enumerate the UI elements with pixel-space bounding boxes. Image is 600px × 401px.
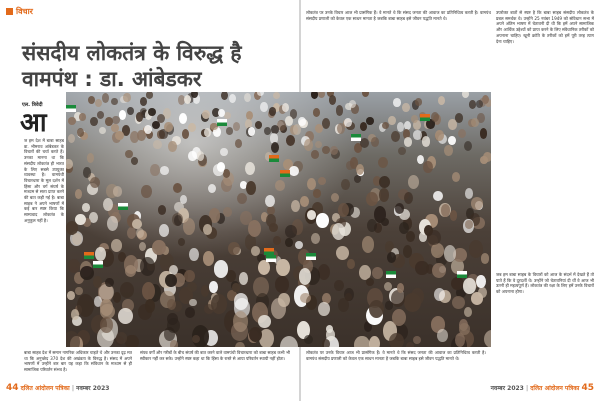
crowd-texture-dot	[269, 107, 276, 115]
crowd-texture-dot	[311, 233, 319, 244]
crowd-texture-dot	[411, 115, 418, 123]
crowd-texture-dot	[391, 131, 400, 142]
crowd-texture-dot	[125, 335, 138, 347]
crowd-texture-dot	[334, 280, 344, 292]
crowd-texture-dot	[404, 137, 412, 147]
crowd-texture-dot	[469, 240, 483, 258]
crowd-texture-dot	[371, 137, 379, 147]
crowd-texture-dot	[336, 105, 344, 116]
crowd-texture-dot	[408, 175, 419, 189]
crowd-texture-dot	[97, 111, 104, 119]
crowd-texture-dot	[226, 127, 233, 134]
flag-texture	[386, 271, 396, 278]
crowd-texture-dot	[285, 238, 292, 248]
crowd-texture-dot	[179, 113, 187, 124]
crowd-texture-dot	[293, 124, 301, 135]
crowd-texture-dot	[201, 285, 210, 297]
crowd-texture-dot	[160, 166, 169, 175]
crowd-texture-dot	[80, 266, 94, 280]
crowd-texture-dot	[111, 98, 118, 106]
crowd-texture-dot	[233, 311, 248, 332]
crowd-texture-dot	[79, 113, 87, 121]
crowd-texture-dot	[145, 299, 155, 313]
crowd-texture-dot	[349, 100, 356, 108]
crowd-texture-dot	[395, 203, 404, 213]
crowd-texture-dot	[413, 336, 421, 344]
crowd-texture-dot	[289, 166, 299, 176]
crowd-texture-dot	[344, 118, 352, 127]
crowd-texture-dot	[389, 333, 404, 347]
crowd-texture-dot	[208, 184, 216, 193]
crowd-texture-dot	[248, 220, 261, 237]
crowd-texture-dot	[180, 195, 188, 204]
crowd-texture-dot	[112, 116, 119, 124]
crowd-texture-dot	[452, 296, 465, 309]
crowd-texture-dot	[75, 189, 83, 199]
flag-texture	[266, 255, 276, 262]
crowd-texture-dot	[90, 117, 97, 126]
crowd-texture-dot	[362, 236, 374, 253]
crowd-texture-dot	[366, 117, 373, 125]
crowd-texture-dot	[300, 293, 310, 303]
crowd-texture-dot	[280, 336, 298, 347]
crowd-texture-dot	[141, 185, 151, 198]
crowd-texture-dot	[184, 95, 191, 104]
crowd-texture-dot	[458, 129, 466, 138]
crowd-texture-dot	[341, 179, 350, 191]
crowd-texture-dot	[257, 92, 264, 96]
crowd-texture-dot	[67, 291, 74, 300]
crowd-texture-dot	[322, 339, 330, 347]
footer-right	[491, 382, 594, 394]
crowd-texture-dot	[113, 186, 123, 197]
crowd-texture-dot	[322, 146, 331, 155]
crowd-texture-dot	[388, 116, 395, 125]
crowd-texture-dot	[82, 203, 89, 212]
magazine-name-left: दलित आंदोलन पत्रिका	[20, 385, 70, 392]
crowd-texture-dot	[315, 124, 323, 133]
crowd-texture-dot	[118, 308, 133, 325]
crowd-texture-dot	[462, 92, 469, 98]
crowd-texture-dot	[481, 253, 490, 263]
crowd-texture-dot	[478, 287, 487, 298]
crowd-texture-dot	[330, 146, 338, 154]
crowd-texture-dot	[237, 193, 248, 205]
flag-texture	[351, 134, 361, 141]
crowd-texture-dot	[203, 251, 215, 266]
crowd-texture-dot	[228, 242, 240, 255]
article-title	[22, 40, 292, 92]
crowd-texture-dot	[245, 162, 255, 175]
crowd-texture-dot	[393, 98, 400, 107]
crowd-texture-dot	[146, 92, 153, 99]
crowd-texture-dot	[164, 122, 172, 132]
crowd-texture-dot	[360, 122, 367, 131]
crowd-texture-dot	[234, 293, 249, 309]
flag-texture	[84, 252, 94, 259]
article-title-line-2: वामपंथ : डा. आंबेडकर	[22, 67, 202, 91]
crowd-texture-dot	[273, 92, 280, 99]
crowd-texture-dot	[119, 110, 126, 119]
crowd-texture-dot	[304, 335, 313, 344]
crowd-texture-dot	[331, 193, 339, 202]
crowd-texture-dot	[258, 315, 271, 328]
crowd-texture-dot	[411, 288, 424, 306]
crowd-texture-dot	[71, 309, 79, 319]
crowd-texture-dot	[174, 215, 182, 226]
crowd-texture-dot	[318, 92, 325, 98]
crowd-texture-dot	[382, 122, 389, 130]
crowd-texture-dot	[313, 189, 321, 197]
crowd-texture-dot	[304, 139, 313, 151]
crowd-texture-dot	[120, 282, 134, 298]
crowd-texture-dot	[260, 102, 267, 112]
flag-texture	[66, 105, 76, 112]
crowd-texture-dot	[111, 239, 122, 251]
crowd-texture-dot	[476, 275, 485, 288]
crowd-texture-dot	[153, 140, 162, 149]
crowd-texture-dot	[484, 330, 491, 347]
crowd-texture-dot	[158, 205, 166, 215]
crowd-texture-dot	[378, 157, 388, 168]
crowd-texture-dot	[136, 228, 144, 238]
crowd-texture-dot	[299, 268, 311, 284]
crowd-texture-dot	[167, 299, 176, 310]
crowd-texture-dot	[366, 278, 375, 287]
crowd-texture-dot	[188, 123, 196, 132]
flag-texture	[420, 114, 430, 121]
crowd-texture-dot	[452, 172, 460, 182]
crowd-texture-dot	[233, 122, 240, 131]
crowd-texture-dot	[173, 183, 182, 193]
crowd-texture-dot	[125, 265, 136, 277]
crowd-texture-dot	[116, 332, 127, 343]
crowd-texture-dot	[433, 191, 443, 201]
crowd-texture-dot	[275, 180, 286, 191]
crowd-texture-dot	[182, 129, 190, 140]
column-right-a: उपरोक्त बातों से स्पष्ट है कि बाबा साहब संसदीय लोकतंत्र के प्रबल समर्थक थे। उन्होंने 25 नवंबर 1949 को संविधान सभा में अपने अंतिम भाषण में चेतावनी दी थी कि हमें अपने सामाजिक और आर्थिक उद्देश्यों को प्राप्त करने के लिए संवैधानिक तरीकों को अपनाना चाहिए। खूनी क्रांति के तरीकों को हमें पूरी तरह त्याग देना चाहिए।	[496, 10, 594, 44]
crowd-texture-dot	[381, 218, 389, 226]
crowd-texture-dot	[90, 177, 100, 188]
column-right-bottom: लोकतंत्र पर उनके विचार आज भी प्रासंगिक हैं। वे मानते थे कि संसद जनता की आवाज का प्रतिनिधित्व करती है। वामपंथ संसदीय प्रणाली को केवल एक साधन मानता है जबकि बाबा साहब इसे जीवन पद्धति मानते थे।	[306, 350, 486, 361]
crowd-texture-dot	[336, 246, 349, 260]
crowd-texture-dot	[276, 259, 290, 277]
crowd-texture-dot	[255, 121, 262, 129]
article-title-line-1: संसदीय लोकतंत्र के विरुद्ध है	[22, 41, 242, 65]
crowd-texture-dot	[140, 97, 147, 106]
crowd-texture-dot	[285, 225, 296, 238]
crowd-texture-dot	[220, 148, 228, 156]
page-number-right: 45	[581, 383, 594, 393]
crowd-texture-dot	[204, 128, 212, 137]
crowd-texture-dot	[347, 259, 355, 270]
crowd-texture-dot	[187, 282, 197, 293]
crowd-texture-dot	[311, 92, 318, 99]
crowd-texture-dot	[471, 118, 479, 127]
flag-texture	[269, 155, 279, 162]
flag-texture	[93, 261, 103, 268]
crowd-texture-dot	[165, 274, 176, 287]
crowd-texture-dot	[123, 93, 130, 102]
crowd-texture-dot	[209, 281, 218, 292]
crowd-texture-dot	[139, 242, 146, 251]
crowd-texture-dot	[95, 247, 106, 261]
crowd-texture-dot	[152, 240, 165, 255]
crowd-texture-dot	[346, 161, 353, 170]
crowd-texture-dot	[273, 236, 281, 245]
crowd-texture-dot	[68, 134, 75, 143]
crowd-texture-dot	[66, 159, 73, 169]
article-byline: एल. त्रिवेदी	[22, 102, 43, 108]
crowd-texture-dot	[137, 130, 145, 141]
crowd-texture-dot	[366, 192, 378, 206]
section-square-icon	[6, 8, 13, 15]
column-right-b: जब हम बाबा साहब के विचारों को आज के संदर्भ में देखते हैं तो पाते हैं कि वे दूरदर्शी थे। उन्होंने जो चेतावनियां दी थीं वे आज भी उतनी ही महत्वपूर्ण हैं। लोकतंत्र की रक्षा के लिए हमें उनके विचारों को अपनाना होगा।	[496, 272, 594, 295]
drop-cap: आ	[20, 108, 47, 138]
crowd-texture-dot	[189, 299, 197, 307]
crowd-texture-dot	[318, 302, 330, 316]
crowd-texture-dot	[127, 107, 134, 116]
crowd-texture-dot	[170, 340, 177, 347]
rally-crowd-photo	[66, 92, 491, 347]
crowd-texture-dot	[275, 276, 289, 293]
crowd-texture-dot	[450, 210, 457, 220]
crowd-texture-dot	[211, 294, 227, 314]
crowd-texture-dot	[185, 307, 195, 318]
crowd-texture-dot	[142, 282, 155, 300]
crowd-texture-dot	[432, 263, 446, 278]
crowd-texture-dot	[307, 210, 316, 220]
crowd-texture-dot	[278, 293, 290, 307]
crowd-texture-dot	[448, 136, 456, 145]
crowd-texture-dot	[131, 157, 138, 164]
crowd-texture-dot	[264, 127, 271, 135]
crowd-texture-dot	[107, 216, 118, 231]
crowd-texture-dot	[77, 128, 84, 137]
issue-date-left: नवम्बर 2023	[76, 385, 110, 392]
crowd-texture-dot	[379, 188, 389, 201]
crowd-texture-dot	[102, 93, 109, 103]
crowd-texture-dot	[354, 175, 361, 183]
crowd-texture-dot	[188, 151, 196, 161]
crowd-texture-dot	[115, 131, 124, 140]
crowd-texture-dot	[415, 98, 422, 105]
crowd-texture-dot	[150, 164, 160, 176]
crowd-texture-dot	[164, 327, 175, 341]
crowd-texture-dot	[87, 153, 94, 163]
crowd-texture-dot	[406, 231, 415, 243]
crowd-texture-dot	[99, 127, 106, 134]
crowd-texture-dot	[191, 92, 198, 98]
crowd-texture-dot	[444, 245, 457, 262]
crowd-texture-dot	[88, 96, 95, 104]
flag-texture	[280, 170, 290, 177]
column-middle-bottom: संपन्न वर्गों और गरीबों के बीच संघर्ष की बात करने वाले वामपंथी विचारधारा को बाबा साहब कभी भी स्वीकार नहीं कर सके। उन्होंने स्पष्ट कहा था कि हिंसा के रास्ते से आया परिवर्तन स्थायी नहीं होता।	[140, 350, 290, 361]
crowd-texture-dot	[399, 222, 409, 234]
crowd-texture-dot	[406, 342, 413, 347]
flag-texture	[457, 271, 467, 278]
crowd-texture-dot	[183, 218, 195, 235]
crowd-texture-dot	[423, 161, 433, 174]
crowd-texture-dot	[140, 257, 155, 276]
crowd-texture-dot	[266, 214, 276, 227]
crowd-texture-dot	[480, 156, 488, 164]
crowd-texture-dot	[258, 260, 270, 276]
crowd-texture-dot	[203, 224, 212, 235]
crowd-texture-dot	[184, 270, 195, 282]
crowd-texture-dot	[100, 317, 113, 333]
crowd-texture-dot	[464, 307, 472, 318]
crowd-texture-dot	[448, 119, 456, 130]
footer-separator-right: |	[525, 384, 529, 392]
crowd-texture-dot	[441, 204, 451, 217]
crowd-texture-dot	[300, 196, 309, 207]
crowd-texture-dot	[465, 220, 472, 228]
crowd-texture-dot	[282, 103, 289, 112]
crowd-texture-dot	[476, 100, 483, 108]
footer-separator-left: |	[71, 384, 75, 392]
crowd-texture-dot	[329, 95, 336, 104]
crowd-texture-dot	[435, 130, 443, 141]
crowd-texture-dot	[235, 342, 245, 347]
crowd-texture-dot	[189, 248, 199, 262]
crowd-texture-dot	[337, 123, 345, 134]
crowd-texture-dot	[424, 225, 433, 236]
crowd-texture-dot	[248, 127, 255, 136]
crowd-texture-dot	[397, 283, 404, 292]
crowd-texture-dot	[249, 327, 262, 342]
crowd-texture-dot	[311, 150, 319, 158]
crowd-texture-dot	[392, 309, 406, 326]
crowd-texture-dot	[316, 213, 329, 228]
crowd-texture-dot	[345, 293, 353, 301]
crowd-texture-dot	[332, 223, 345, 240]
magazine-name-right: दलित आंदोलन पत्रिका	[530, 385, 580, 392]
crowd-texture-dot	[451, 277, 464, 291]
flag-texture	[264, 248, 274, 255]
crowd-texture-dot	[298, 117, 306, 125]
crowd-texture-dot	[463, 278, 475, 293]
crowd-texture-dot	[398, 147, 406, 155]
crowd-texture-dot	[379, 176, 390, 188]
crowd-texture-dot	[315, 141, 322, 149]
crowd-texture-dot	[369, 336, 380, 347]
flag-texture	[118, 203, 128, 210]
crowd-texture-dot	[68, 117, 76, 125]
crowd-texture-dot	[105, 278, 113, 288]
crowd-texture-dot	[221, 92, 228, 100]
column-left-bottom: बाबा साहब देश में समान नागरिक अधिकार चाहते थे और उनका दृढ़ मत था कि अनुच्छेद 370 देश की अखंडता के विरुद्ध है। संसद में अपने भाषणों में उन्होंने बार बार यह कहा कि संविधान के माध्यम से ही सामाजिक परिवर्तन संभव है।	[24, 350, 132, 373]
flag-texture	[306, 253, 316, 260]
crowd-texture-dot	[159, 224, 170, 236]
issue-date-right: नवम्बर 2023	[490, 385, 524, 392]
crowd-texture-dot	[367, 219, 377, 232]
crowd-texture-dot	[152, 121, 160, 129]
crowd-texture-dot	[83, 167, 91, 178]
crowd-texture-dot	[213, 164, 224, 175]
crowd-texture-dot	[404, 192, 413, 204]
crowd-texture-dot	[480, 128, 488, 139]
flag-texture	[217, 119, 227, 126]
crowd-texture-dot	[244, 93, 251, 102]
crowd-texture-dot	[417, 155, 424, 164]
crowd-texture-dot	[438, 96, 445, 105]
crowd-texture-dot	[229, 94, 236, 104]
crowd-texture-dot	[444, 145, 453, 155]
crowd-texture-dot	[413, 130, 422, 139]
crowd-texture-dot	[295, 241, 303, 250]
section-tag	[6, 5, 33, 17]
crowd-texture-dot	[313, 108, 321, 117]
crowd-texture-dot	[265, 195, 275, 208]
crowd-texture-dot	[246, 181, 256, 194]
column-left-top: ज हम देश में बाबा साहब डा. भीमराव आंबेडकर के विचारों की चर्चा करते हैं। उनका मानना था कि संसदीय लोकतंत्र ही भारत के लिए सबसे उपयुक्त व्यवस्था है। वामपंथी विचारधारा के मूल दर्शन में हिंसा और वर्ग संघर्ष के माध्यम से सत्ता प्राप्त करने की बात कही गई है। बाबा साहब ने अपने भाषणों में कई बार स्पष्ट किया कि साम्यवाद लोकतंत्र के अनुकूल नहीं है।	[24, 138, 64, 223]
crowd-texture-dot	[77, 294, 94, 317]
crowd-texture-dot	[235, 139, 243, 149]
crowd-texture-dot	[136, 112, 143, 121]
section-label: विचार	[16, 6, 33, 16]
crowd-texture-dot	[318, 177, 326, 185]
crowd-texture-dot	[232, 283, 239, 292]
crowd-texture-dot	[178, 238, 185, 246]
page-number-left: 44	[6, 383, 19, 393]
footer-left	[6, 382, 109, 394]
crowd-texture-dot	[148, 108, 156, 116]
crowd-texture-dot	[437, 329, 447, 342]
crowd-texture-dot	[354, 336, 369, 347]
crowd-texture-dot	[168, 141, 177, 153]
crowd-texture-dot	[402, 103, 409, 112]
crowd-texture-dot	[464, 141, 472, 151]
column-right-top: लोकतंत्र पर उनके विचार आज भी प्रासंगिक हैं। वे मानते थे कि संसद जनता की आवाज का प्रतिनिधित्व करती है। वामपंथ संसदीय प्रणाली को केवल एक साधन मानता है जबकि बाबा साहब इसे जीवन पद्धति मानते थे।	[306, 10, 491, 21]
crowd-texture-dot	[271, 142, 279, 153]
crowd-texture-dot	[362, 92, 369, 97]
crowd-texture-dot	[239, 272, 249, 285]
crowd-texture-dot	[95, 99, 102, 107]
crowd-texture-dot	[384, 282, 392, 291]
crowd-texture-dot	[422, 136, 431, 146]
crowd-texture-dot	[286, 135, 295, 146]
crowd-texture-dot	[372, 267, 383, 279]
